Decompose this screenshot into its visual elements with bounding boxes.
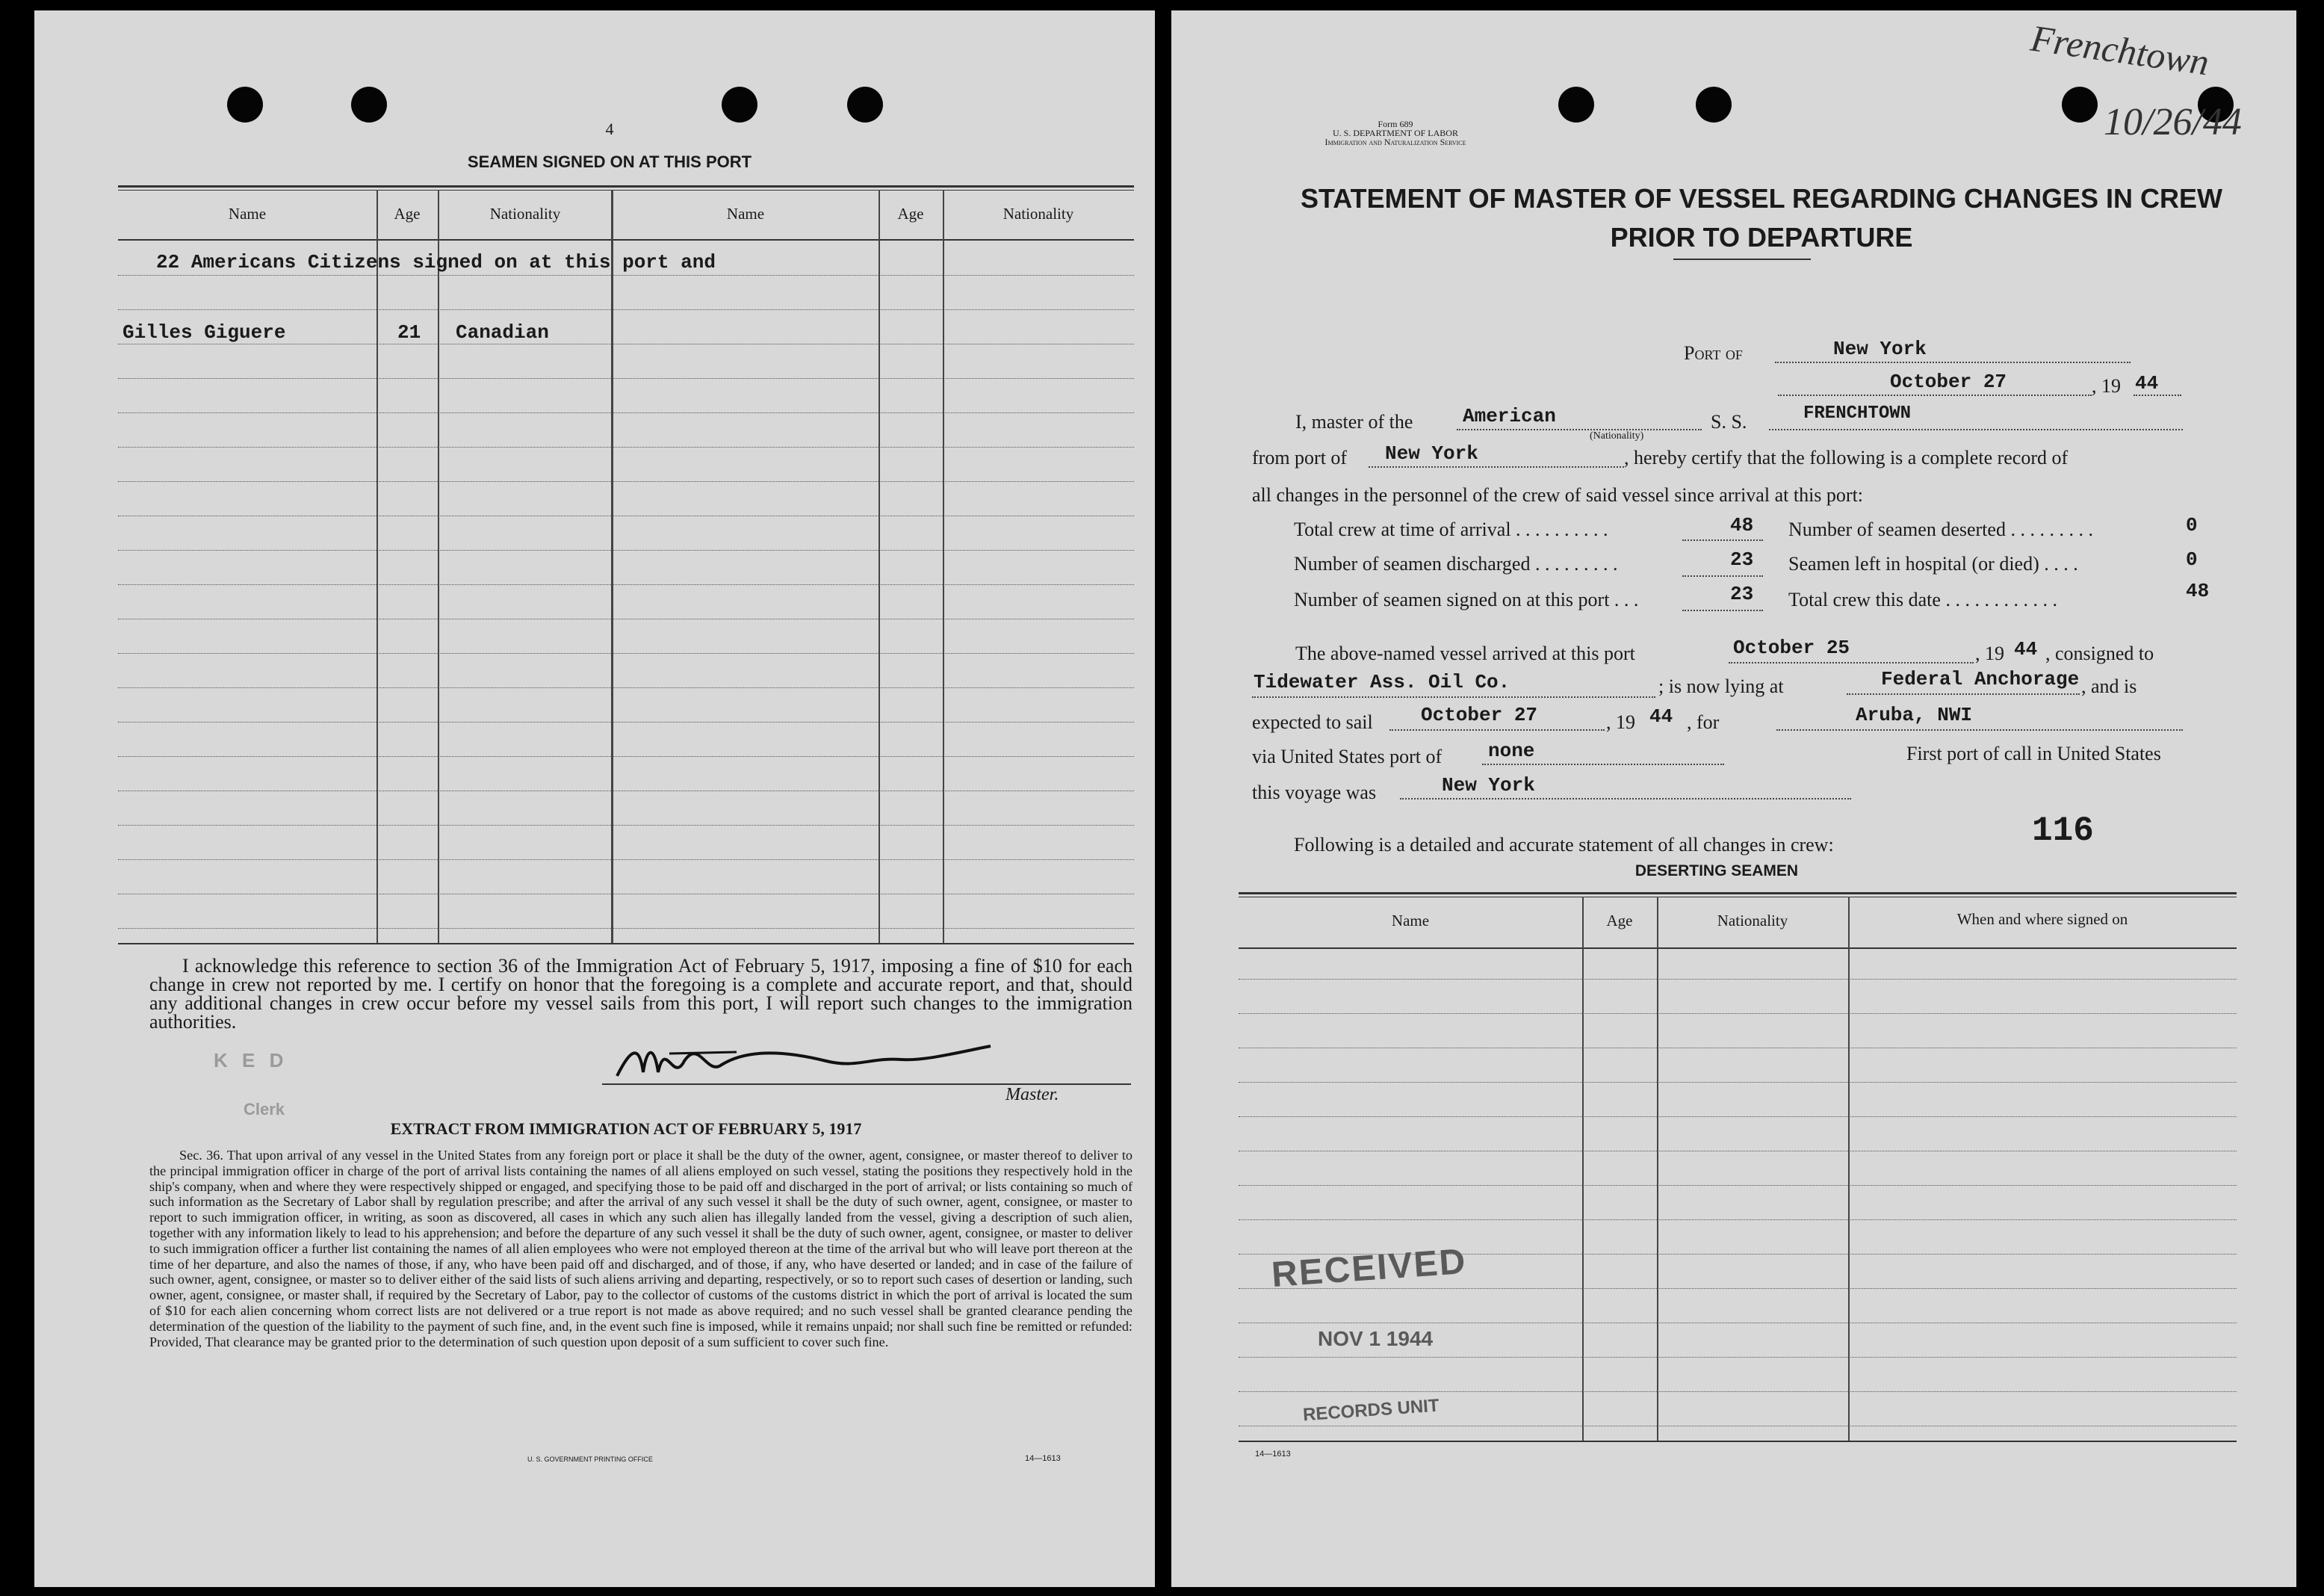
- vessel-name: FRENCHTOWN: [1803, 403, 1912, 424]
- row-line: [118, 756, 1134, 757]
- port-value: New York: [1833, 338, 1927, 360]
- col-header-nationality: Nationality: [489, 205, 561, 223]
- master-of-label: I, master of the: [1295, 411, 1413, 433]
- row-line: [1239, 1185, 2237, 1186]
- vessel-nationality: American: [1463, 405, 1556, 427]
- col-header-nationality-2: Nationality: [1003, 205, 1074, 223]
- row-age: 21: [397, 321, 421, 344]
- form-code: 14—1613: [1025, 1454, 1061, 1463]
- arrived-label: The above-named vessel arrived at this port: [1295, 643, 1635, 664]
- typed-line-americans: 22 Americans Citizens signed on at this port and: [156, 251, 716, 273]
- lying-label: ; is now lying at: [1658, 675, 1784, 697]
- statement-date: October 27: [1890, 371, 2007, 393]
- document-number: 116: [2032, 811, 2094, 850]
- col-header-age: Age: [394, 205, 421, 223]
- punch-hole: [351, 87, 387, 123]
- deserted-value: 0: [2186, 514, 2198, 536]
- punch-hole: [847, 87, 883, 123]
- row-line: [118, 859, 1134, 860]
- col-header-name: Name: [228, 205, 267, 223]
- faint-stamp: K E D: [214, 1049, 288, 1071]
- section-title: SEAMEN SIGNED ON AT THIS PORT: [467, 152, 752, 171]
- printer-credit: U. S. GOVERNMENT PRINTING OFFICE: [527, 1456, 653, 1463]
- arrived-year: 44: [2014, 638, 2038, 661]
- row-line: [118, 447, 1134, 448]
- row-line: [118, 481, 1134, 482]
- total-crew-arrival-label: Total crew at time of arrival . . . . . . . . . .: [1294, 519, 1608, 540]
- destination: Aruba, NWI: [1856, 704, 1973, 726]
- handwritten-vessel-name: Frenchtown: [2028, 16, 2212, 84]
- voyage-label: this voyage was: [1252, 782, 1377, 803]
- punch-hole: [227, 87, 263, 123]
- row-line: [118, 825, 1134, 826]
- handwritten-date: 10/26/44: [2104, 101, 2242, 143]
- form-header: Form 689 U. S. DEPARTMENT OF LABOR Immigration and Naturalization Service: [1324, 119, 1466, 147]
- col-header-age-2: Age: [897, 205, 924, 223]
- arrived-date: October 25: [1733, 637, 1850, 659]
- and-is-label: , and is: [2081, 675, 2137, 697]
- punch-hole: [722, 87, 757, 123]
- row-line: [118, 687, 1134, 688]
- row-line: [118, 275, 1134, 276]
- master-label: Master.: [1005, 1085, 1059, 1104]
- row-line: [118, 928, 1134, 929]
- row-line: [118, 584, 1134, 585]
- punch-hole: [1558, 87, 1594, 123]
- deserting-title: DESERTING SEAMEN: [1634, 862, 1799, 879]
- row-line: [118, 378, 1134, 379]
- row-line: [1239, 1082, 2237, 1083]
- des-header-signed-on: When and where signed on: [1956, 910, 2128, 928]
- row-line: [1239, 1219, 2237, 1220]
- from-port-label: from port of: [1252, 447, 1348, 468]
- acknowledgement-text: I acknowledge this reference to section 36 of the Immigration Act of February 5, 1917, imposing a fine of $10 for each change in crew not reported by me. I certify on honor that the foregoing is a complete and accurate report, and that, should any additional changes in crew occur before my vessel sails from this port, I will report such changes to the immigration authorities.: [149, 955, 1132, 1033]
- discharged-value: 23: [1730, 548, 1754, 571]
- voyage-value: New York: [1442, 774, 1535, 797]
- page-number: 4: [605, 120, 614, 138]
- received-stamp: RECEIVED: [1270, 1241, 1468, 1296]
- row-line: [1239, 1288, 2237, 1289]
- row-line: [1239, 1391, 2237, 1392]
- des-header-age: Age: [1606, 912, 1633, 930]
- records-unit-stamp: RECORDS UNIT: [1302, 1395, 1440, 1426]
- expected-label: expected to sail: [1252, 711, 1373, 733]
- lying-value: Federal Anchorage: [1881, 668, 2080, 690]
- extract-title: EXTRACT FROM IMMIGRATION ACT OF FEBRUARY 5, 1917: [390, 1119, 862, 1138]
- row-line: [1239, 1013, 2237, 1014]
- right-page: Frenchtown 10/26/44 Form 689 U. S. DEPARTMENT OF LABOR Immigration and Naturalization Service STATEMENT OF MASTER OF VESSEL REGARDING CHANGES IN CREW PRIOR TO DEPARTURE Port of New York October 27 , 19 44 I, master of the American (Nationality) S. S. FRENCHTOWN from port of New York , hereby certify that the following is a complete record of all changes in the personnel of the crew of said vessel since arrival at this port: Total crew at time of arrival . . . . . . . . . . 48 Number of seamen discharged . . . . . . . . . 23 Number of seamen signed on at this port . . . 23 Number of seamen deserted . . . . . . . . . 0 Seamen left in hospital (or died) . . . . 0 Total crew this date . . . . . . . . . . . . 48 The above-named vessel arrived at this port October 25 , 19 44 , consigned to Tidewater Ass. Oil Co. ; is now lying at Federal Anchorage , and is expected to sail October 27 , 19 44 , for Aruba, NWI via United States port of none First port of call in United States this voyage was New York Following is a detailed and accurate statement of all changes in crew: 116 DESERTING SEAMEN Name Age Nationality When and where signed on RECEIVED NOV 1 1944 RECORDS UNIT 14—1613: [1171, 10, 2296, 1587]
- received-date-stamp: NOV 1 1944: [1318, 1327, 1434, 1350]
- left-page: [34, 10, 1155, 1587]
- row-nationality: Canadian: [456, 321, 549, 344]
- faint-stamp-clerk: Clerk: [244, 1100, 285, 1119]
- via-label: via United States port of: [1252, 746, 1443, 767]
- des-header-nationality: Nationality: [1717, 912, 1788, 930]
- from-port-value: New York: [1385, 442, 1478, 465]
- des-header-name: Name: [1391, 912, 1430, 930]
- deserted-label: Number of seamen deserted . . . . . . . . .: [1788, 519, 2093, 540]
- total-crew-date-value: 48: [2186, 580, 2210, 602]
- row-name: Gilles Giguere: [123, 321, 286, 344]
- row-line: [1239, 1357, 2237, 1358]
- master-signature: [602, 1031, 1035, 1098]
- certify-text: , hereby certify that the following is a complete record of: [1624, 447, 2069, 468]
- statement-year: 44: [2135, 372, 2159, 395]
- hospital-value: 0: [2186, 548, 2198, 571]
- discharged-label: Number of seamen discharged . . . . . . . . .: [1294, 553, 1618, 575]
- punch-hole: [1696, 87, 1732, 123]
- certify-text-2: all changes in the personnel of the crew of said vessel since arrival at this port:: [1252, 484, 1864, 506]
- for-label: , for: [1687, 711, 1720, 733]
- row-line: [118, 653, 1134, 654]
- consigned-label: , consigned to: [2045, 643, 2154, 664]
- row-line: [118, 309, 1134, 310]
- signed-on-value: 23: [1730, 583, 1754, 605]
- row-line: [118, 412, 1134, 413]
- row-line: [1239, 1116, 2237, 1117]
- expected-date: October 27: [1421, 704, 1538, 726]
- nationality-caption: (Nationality): [1590, 430, 1644, 442]
- year-prefix: , 19: [2092, 375, 2121, 397]
- via-value: none: [1488, 740, 1535, 762]
- signed-on-label: Number of seamen signed on at this port . . .: [1294, 589, 1639, 610]
- extract-text: Sec. 36. That upon arrival of any vessel in the United States from any foreign port or place it shall be the duty of the owner, agent, consignee, or master thereof to deliver to the principal immigration officer in charge of the port of arrival lists containing the names of all aliens employed on such vessel, stating the positions they respectively hold in the ship's company, when and where they were respectively shipped or engaged, and specifying those to be paid off and discharged in the port of arrival; or lists containing so much of such information as the Secretary of Labor shall by regulation prescribe; and after the arrival of any such vessel it shall be the duty of such owner, agent, consignee, or master to report to such immigration officer, in writing, as soon as discovered, all cases in which any such alien has illegally landed from the vessel, giving a description of such alien, together with any information likely to lead to his apprehension; and before the departure of any such vessel it shall be the duty of such owner, agent, consignee, or master to deliver to such immigration officer a further list containing the names of all alien employees who were not employed thereon at the time of the arrival but who will leave port thereon at the time of her departure, and also the names of those, if any, who have been paid off and discharged, and of those, if any, who have deserted or landed; and in case of the failure of such owner, agent, consignee, or master so to deliver either of the said lists of such aliens arriving and departing, respectively, or so to report such cases of desertion or landing, such owner, agent, consignee, or master shall, if required by the Secretary of Labor, pay to the collector of customs of the customs district in which the port of arrival is located the sum of $10 for each alien concerning whom correct lists are not delivered or a true report is not made as above required; and no such vessel shall be granted clearance pending the determination of the question of the liability to the payment of such fine, and, in the event such fine is imposed, while it remains unpaid; nor shall such fine be remitted or refunded: Provided, That clearance may be granted prior to the determination of such question upon deposit of a sum sufficient to cover such fine.: [149, 1148, 1132, 1349]
- col-header-name-2: Name: [726, 205, 765, 223]
- first-port-label: First port of call in United States: [1906, 743, 2161, 764]
- total-crew-date-label: Total crew this date . . . . . . . . . . . .: [1788, 589, 2057, 610]
- consignee: Tidewater Ass. Oil Co.: [1254, 671, 1510, 693]
- form-code: 14—1613: [1255, 1450, 1291, 1459]
- form-title: STATEMENT OF MASTER OF VESSEL REGARDING CHANGES IN CREW PRIOR TO DEPARTURE: [1300, 183, 2223, 253]
- ss-label: S. S.: [1711, 411, 1747, 433]
- total-crew-arrival-value: 48: [1730, 514, 1754, 536]
- punch-hole: [2062, 87, 2098, 123]
- following-label: Following is a detailed and accurate statement of all changes in crew:: [1294, 834, 1834, 856]
- row-line: [1239, 979, 2237, 980]
- expected-year: 44: [1649, 705, 1673, 728]
- port-label: Port of: [1684, 342, 1743, 364]
- row-line: [118, 722, 1134, 723]
- hospital-label: Seamen left in hospital (or died) . . . .: [1788, 553, 2078, 575]
- row-line: [118, 550, 1134, 551]
